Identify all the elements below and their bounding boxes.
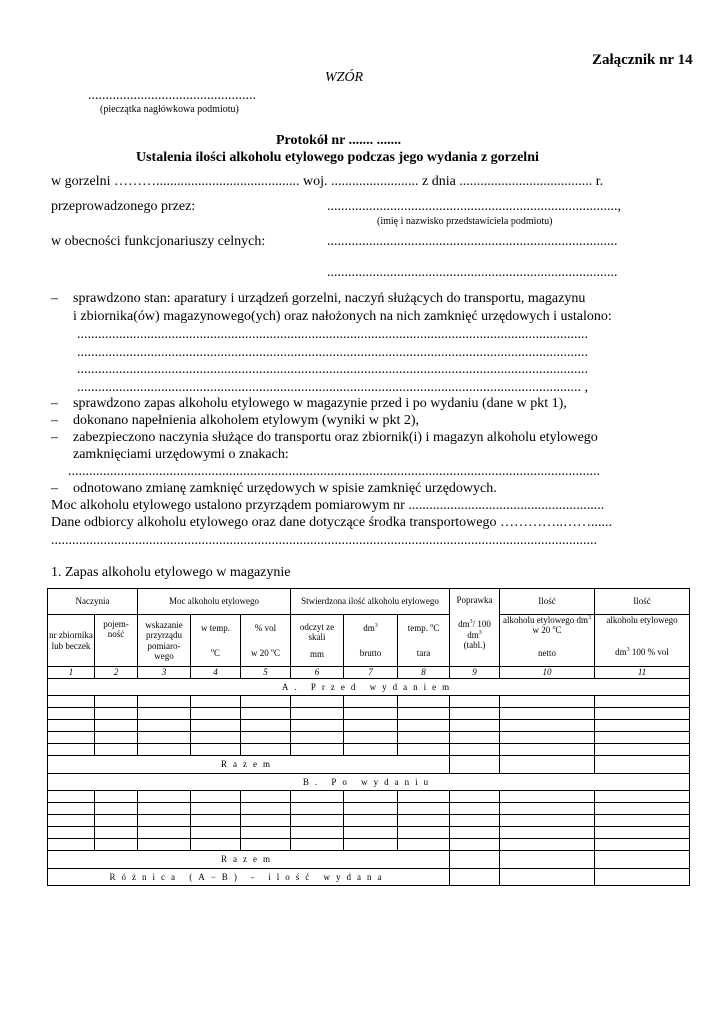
column-numbers-row [48,667,690,679]
roznica-label: Różnica (A−B) - ilość wydana [48,869,450,886]
header-stwierdzona: Stwierdzona ilość alkoholu etylowego [291,589,450,615]
table-row [48,732,690,744]
col-num: 8 [398,667,450,679]
table-row [48,720,690,732]
unit-netto: netto [538,647,557,658]
stock-table [47,588,690,886]
razem-row-a [48,756,690,774]
item-1-line-1: sprawdzono stan: aparatury i urządzeń gorzelni, naczyń służących do transportu, magazynu [73,291,586,306]
item-4-line-2: zamknięciami urzędowymi o znakach: [73,447,289,462]
col-w-temp [191,615,241,667]
section-a-header: A. Przed wydaniem [48,679,690,696]
unit-brutto: brutto [359,647,382,658]
col-num: 3 [138,667,191,679]
col-vol [241,615,291,667]
col-num: 9 [450,667,500,679]
razem-label-b: Razem [48,851,450,869]
col-temp [398,615,450,667]
item-5: odnotowano zmianę zamknięć urzędowych w spisie zamknięć urzędowych. [73,481,497,496]
razem-label-a: Razem [48,756,450,774]
section-1-title: 1. Zapas alkoholu etylowego w magazynie [51,565,291,580]
table-row [48,744,690,756]
col-num: 4 [191,667,241,679]
dots-d: ................................................................................................................................................ , [77,380,588,395]
item-3: dokonano napełnienia alkoholem etylowym (wyniki w pkt 2), [73,413,420,428]
obecnosci-label: w obecności funkcjonariuszy celnych: [51,234,266,249]
gorzelnia-field: w gorzelni ………......................................... woj. ......................... z dnia ...................................... r. [51,174,604,189]
item-4-line-1: zabezpieczono naczynia służące do transportu oraz zbiornik(i) i magazyn alkoholu etylowego [73,430,598,445]
dash-2: – [51,396,58,411]
table-row [48,815,690,827]
obecnosci-dots-1: ................................................................................... [327,234,618,249]
dane-line: Dane odbiorcy alkoholu etylowego oraz dane dotyczące środka transportowego …………..……...... [51,515,613,530]
col-num: 2 [95,667,138,679]
col-num: 1 [48,667,95,679]
przeprowadzonego-dots: ..................................................................................., [327,199,621,214]
dots-a: .................................................................................................................................................. [77,327,588,342]
dash-4: – [51,430,58,445]
dots-e: ........................................................................................................................................................ [68,464,600,479]
table-row [48,803,690,815]
dash-5: – [51,481,58,496]
col-pojemnosc: pojem- ność [95,615,138,667]
col-ilosc-20 [500,615,595,667]
dots-f: ............................................................................................................................................................ [51,533,597,548]
unit-w20: w 20 $^o$C [251,647,281,658]
col-num: 6 [291,667,344,679]
wzor-label: WZÓR [325,70,364,85]
poprawka-unit: $dm^3/$ 100 $dm^3$ [458,619,491,640]
poprawka-label: Poprawka [456,595,493,605]
dm3-label: $dm^3$ [363,623,378,634]
item-2: sprawdzono zapas alkoholu etylowego w magazynie przed i po wydaniu (dane w pkt 1), [73,396,567,411]
unit-mm: mm [310,648,325,659]
table-row [48,696,690,708]
dash-1: – [51,291,58,306]
odczyt-label: odczyt ze skali [299,621,335,643]
przeprowadzonego-caption: (imię i nazwisko przedstawiciela podmiotu) [377,216,553,227]
obecnosci-dots-2: ................................................................................... [327,265,618,280]
col-wskazanie: wskazanie przyrządu pomiaro- wego [138,615,191,667]
poprawka-tabl: (tabl.) [463,640,486,651]
attachment-label: Załącznik nr 14 [592,52,693,68]
razem-row-b [48,851,690,869]
przeprowadzonego-label: przeprowadzonego przez: [51,199,196,214]
protocol-number: Protokół nr ....... ....... [276,133,402,148]
col-nr: nr zbiornika lub beczek [48,615,95,667]
w-temp-label: w temp. [201,623,231,634]
col-num: 10 [500,667,595,679]
ilosc-20-label: alkoholu etylowego $dm^3$ w 20 $^o$C [503,615,592,636]
table-row [48,827,690,839]
header-ilosc-2: Ilość [595,589,690,615]
unit-100vol: $dm^3$ 100 % vol [615,647,669,658]
dots-c: .................................................................................................................................................. [77,362,588,377]
col-odczyt [291,615,344,667]
unit-c: $^o$C [211,647,221,658]
ilosc-100-label: alkoholu etylowego [606,615,678,625]
dots-b: .................................................................................................................................................. [77,345,588,360]
header-moc: Moc alkoholu etylowego [138,589,291,615]
item-1-line-2: i zbiornika(ów) magazynowego(ych) oraz nałożonych na nich zamknięć urzędowych i ustalono: [73,309,612,324]
table-row [48,839,690,851]
unit-tara: tara [416,647,431,658]
table-row [48,708,690,720]
stamp-caption: (pieczątka nagłówkowa podmiotu) [100,104,239,115]
header-poprawka [450,589,500,667]
temp-label: temp. $^o$C [407,623,440,634]
dash-3: – [51,413,58,428]
roznica-row [48,869,690,886]
vol-label: % vol [254,623,277,634]
stamp-dots: ................................................ [88,88,256,103]
section-b-header: B. Po wydaniu [48,774,690,791]
col-ilosc-100 [595,615,690,667]
col-num: 5 [241,667,291,679]
header-ilosc-1: Ilość [500,589,595,615]
page-title: Ustalenia ilości alkoholu etylowego podczas jego wydania z gorzelni [136,150,539,165]
header-naczynia: Naczynia [48,589,138,615]
moc-line: Moc alkoholu etylowego ustalono przyrządem pomiarowym nr ........................................................ [51,498,605,513]
col-num: 11 [595,667,690,679]
col-num: 7 [344,667,398,679]
table-row [48,791,690,803]
col-dm3 [344,615,398,667]
